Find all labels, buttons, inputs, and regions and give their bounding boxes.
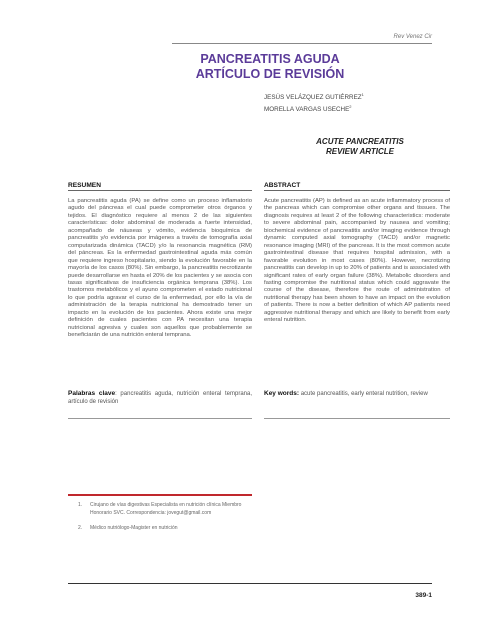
author-1 — [264, 90, 364, 102]
resumen-heading: RESUMEN — [68, 182, 101, 189]
palabras-clave-text: : pancreatitis aguda, nutrición enteral temprana, artículo de revisión — [68, 391, 252, 405]
author-1-affiliation: 1 — [361, 92, 364, 97]
keywords-rule-left — [68, 418, 252, 419]
footnote-1 — [68, 502, 258, 517]
top-rule — [172, 43, 432, 44]
author-list — [264, 90, 364, 114]
footnote-1-number: 1. — [78, 502, 83, 508]
english-title — [300, 137, 420, 156]
footnote-2-number: 2. — [78, 525, 83, 531]
resumen-heading-rule — [68, 190, 252, 191]
footnotes — [68, 502, 258, 541]
author-2-name: MORELLA VARGAS USECHE — [264, 106, 350, 114]
footnote-rule — [68, 494, 252, 496]
palabras-clave — [68, 390, 252, 406]
footnote-1-text: Cirujano de vías digestivas Especialista en nutrición clínica Miembro Honorario SVC. Correspondencia: jovegut@gmail.com — [90, 502, 242, 516]
key-words-text: acute pancreatitis, early enteral nutrition, review — [299, 391, 428, 397]
resumen-text: La pancreatitis aguda (PA) se define como un proceso inflamatorio agudo del páncreas el cual puede comprometer otros órganos y tejidos. El diagnóstico requiere al menos 2 de las siguientes características: dolor abdominal de moderada a fuerte intensidad, acompañado de náuseas y vómito, evidencia bioquímica de pancreatitis y/o evidencia por imágenes a través de tomografía axial computarizada dinámica (TACD) y/o la resonancia magnética (RM) del páncreas. Es la enfermedad gastrointestinal aguda más común que requiere ingreso hospitalario, siendo la evolución favorable en la mayoría de los casos (80%). Sin embargo, la pancreatitis necrotizante puede desarrollarse en hasta el 20% de los pacientes y se asocia con tasas significativas de insuficiencia orgánica temprana (38%). Los trastornos metabólicos y el ayuno comprometen el estado nutricional lo que podría agravar el curso de la enfermedad, por ello la vía de administración de la terapia nutricional ha demostrado tener un impacto en la evolución de los pacientes. Ahora existe una mejor definición de cuales pacientes con PA necesitan una terapia nutricional agresiva y cuales son aquellos que probablemente se beneficiarán de una nutrición enteral temprana. — [68, 198, 252, 339]
abstract-heading: ABSTRACT — [264, 182, 301, 189]
page-number: 389-1 — [415, 592, 432, 599]
key-words-label: Key words: — [264, 390, 300, 397]
footnote-2 — [68, 525, 258, 533]
abstract-text: Acute pancreatitis (AP) is defined as an acute inflammatory process of the pancreas which can compromise other organs and tissues. The diagnosis requires at least 2 of the following characteristics: moderate to severe abdominal pain, accompanied by nausea and vomiting; biochemical evidence of pancreatitis and/or imaging evidence through dynamic computed axial tomography (TACD) and/or magnetic resonance imaging (MRI) of the pancreas. It is the most common acute gastrointestinal disease that requires hospital admission, with a favorable evolution in most cases (80%). However, necrotizing pancreatitis can develop in up to 20% of patients and is associated with significant rates of early organ failure (38%). Metabolic disorders and fasting compromise the nutritional status which could aggravate the course of the disease, therefore the route of administration of nutritional therapy has been shown to have an impact on the evolution of patients. There is now a better definition of which AP patients need aggressive nutritional therapy and which are likely to benefit from early enteral nutrition. — [264, 198, 450, 324]
author-1-name: JESÚS VELÁZQUEZ GUTIÉRREZ — [264, 94, 362, 102]
abstract-heading-rule — [264, 190, 450, 191]
key-words — [264, 390, 454, 398]
author-2 — [264, 102, 364, 114]
spanish-title — [150, 52, 390, 82]
running-head: Rev Venez Cir — [393, 34, 432, 40]
english-title-line-1: ACUTE PANCREATITIS — [316, 137, 404, 146]
bottom-rule — [68, 583, 432, 584]
footnote-2-text: Médico nutriólogo-Magister en nutrición — [90, 525, 178, 531]
spanish-title-line-1: PANCREATITIS AGUDA — [200, 52, 340, 66]
palabras-clave-label: Palabras clave — [68, 390, 116, 397]
keywords-rule-right — [264, 418, 450, 419]
english-title-line-2: REVIEW ARTICLE — [325, 146, 394, 156]
spanish-title-line-2: ARTÍCULO DE REVISIÓN — [195, 67, 345, 81]
author-2-affiliation: 2 — [349, 104, 352, 110]
